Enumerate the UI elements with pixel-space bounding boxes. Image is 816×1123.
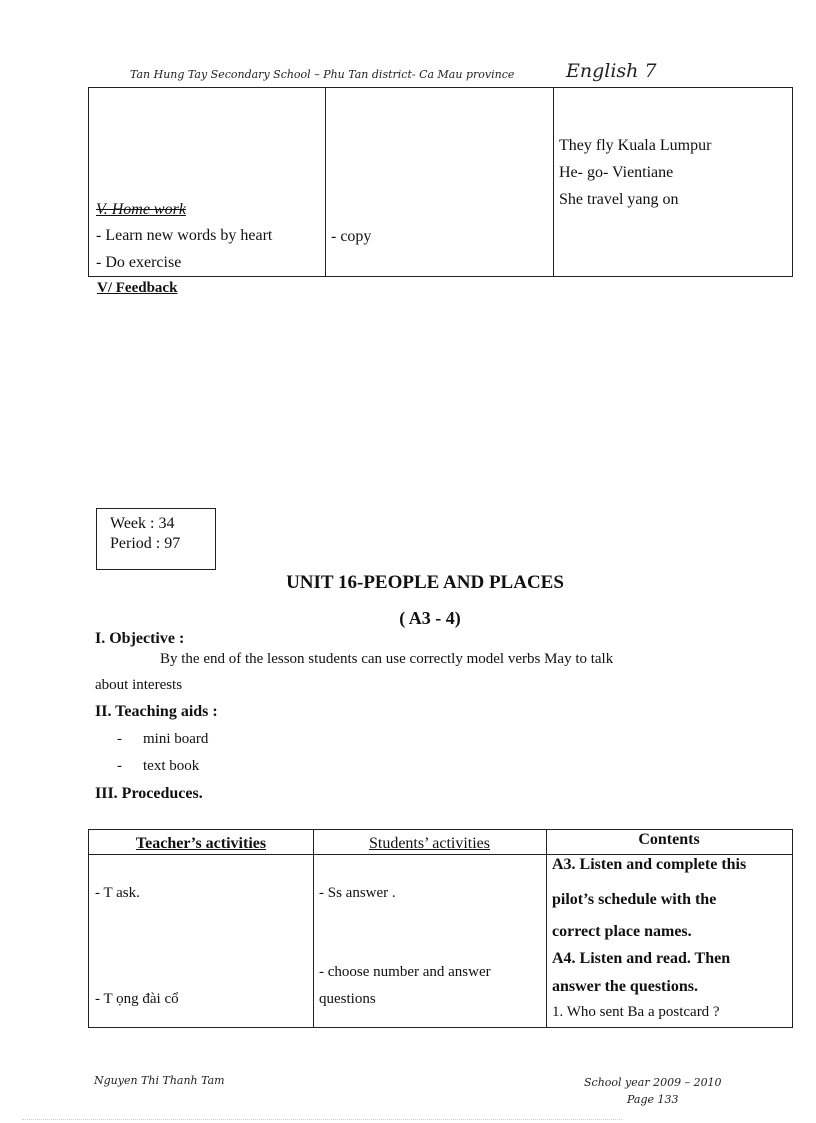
aid-item: mini board bbox=[143, 731, 209, 747]
content-line: They fly Kuala Lumpur bbox=[559, 137, 712, 154]
a3-line: A3. Listen and complete this bbox=[552, 856, 747, 873]
header-subject: English 7 bbox=[566, 60, 657, 82]
a4-line: answer the questions. bbox=[552, 978, 698, 995]
top-table-col-teacher bbox=[89, 88, 326, 276]
week-period-box bbox=[96, 508, 216, 570]
a4-line: A4. Listen and read. Then bbox=[552, 950, 731, 967]
content-line: He- go- Vientiane bbox=[559, 164, 674, 181]
col-teacher bbox=[89, 830, 314, 1027]
student-activity: questions bbox=[319, 991, 376, 1007]
teacher-activity: - T ask. bbox=[95, 885, 140, 901]
homework-title: V. Home work bbox=[96, 201, 186, 218]
procedures-heading: III. Proceduces. bbox=[95, 785, 203, 802]
teacher-activity: - T ọng đài cổ bbox=[95, 991, 179, 1007]
footer-page-number: Page 133 bbox=[627, 1093, 679, 1106]
a3-line: pilot’s schedule with the bbox=[552, 891, 717, 908]
list-bullet: - bbox=[117, 758, 122, 774]
col-students bbox=[313, 830, 547, 1027]
aid-item: text book bbox=[143, 758, 200, 774]
student-activity: - choose number and answer bbox=[319, 964, 491, 980]
procedures-table bbox=[88, 829, 793, 1028]
top-table-col-students bbox=[325, 88, 554, 276]
content-line: She travel yang on bbox=[559, 191, 679, 208]
copy-text: - copy bbox=[331, 228, 372, 245]
top-table-col-contents bbox=[553, 88, 792, 276]
col-contents bbox=[546, 830, 792, 1027]
period-label: Period : 97 bbox=[110, 535, 181, 552]
header-contents: Contents bbox=[638, 831, 700, 848]
footer-school-year-block bbox=[584, 1074, 722, 1108]
feedback-heading: V/ Feedback bbox=[97, 280, 178, 296]
unit-subtitle: ( A3 - 4) bbox=[399, 608, 461, 628]
week-label: Week : 34 bbox=[110, 515, 175, 532]
teaching-aids-heading: II. Teaching aids : bbox=[95, 703, 218, 720]
objective-line: By the end of the lesson students can use correctly model verbs May to talk bbox=[160, 651, 614, 667]
objective-line: about interests bbox=[95, 677, 183, 693]
list-bullet: - bbox=[117, 731, 122, 747]
header-students: Students’ activities bbox=[368, 835, 490, 852]
question-line: 1. Who sent Ba a postcard ? bbox=[552, 1004, 720, 1020]
page-bottom-rule bbox=[22, 1119, 622, 1120]
footer-teacher-name: Nguyen Thi Thanh Tam bbox=[94, 1074, 225, 1087]
unit-title: UNIT 16-PEOPLE AND PLACES bbox=[286, 572, 564, 593]
header-school: Tan Hung Tay Secondary School – Phu Tan district- Ca Mau province bbox=[130, 68, 515, 81]
header-divider bbox=[89, 854, 792, 855]
homework-item: - Do exercise bbox=[96, 254, 182, 271]
header-teacher: Teacher’s activities bbox=[135, 835, 267, 852]
objective-heading: I. Objective : bbox=[95, 630, 185, 647]
homework-item: - Learn new words by heart bbox=[96, 227, 273, 244]
student-activity: - Ss answer . bbox=[319, 885, 396, 901]
a3-line: correct place names. bbox=[552, 923, 692, 940]
top-table bbox=[88, 87, 793, 277]
footer-school-year: School year 2009 – 2010 bbox=[584, 1076, 722, 1089]
